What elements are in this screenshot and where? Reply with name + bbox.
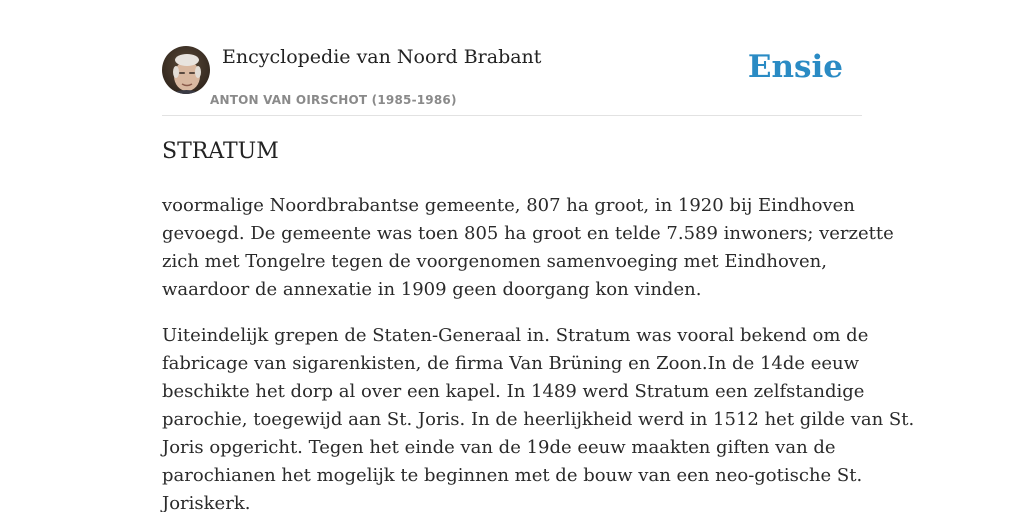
paragraph-line: zich met Tongelre tegen de voorgenomen samenvoeging met Eindhoven, <box>162 251 827 272</box>
paragraph-line: Joris opgericht. Tegen het einde van de 19de eeuw maakten giften van de <box>162 437 836 458</box>
ensie-logo[interactable]: Ensie <box>747 49 843 85</box>
paragraph-2 <box>162 322 915 512</box>
header <box>162 45 862 116</box>
entry-body <box>162 192 915 512</box>
entry-title: STRATUM <box>162 139 279 164</box>
paragraph-line: parochianen het mogelijk te beginnen met de bouw van een neo-gotische St. <box>162 465 863 486</box>
paragraph-line: fabricage van sigarenkisten, de firma Van Brüning en Zoon.In de 14de eeuw <box>162 353 860 374</box>
author-avatar <box>162 46 210 94</box>
paragraph-line: beschikte het dorp al over een kapel. In 1489 werd Stratum een zelfstandige <box>162 381 865 402</box>
encyclopedia-title[interactable]: Encyclopedie van Noord Brabant <box>222 46 542 68</box>
paragraph-line: gevoegd. De gemeente was toen 805 ha groot en telde 7.589 inwoners; verzette <box>162 223 894 244</box>
paragraph-line: Joriskerk. <box>162 493 251 512</box>
paragraph-line: parochie, toegewijd aan St. Joris. In de heerlijkheid werd in 1512 het gilde van St. <box>162 409 915 430</box>
paragraph-line: Uiteindelijk grepen de Staten-Generaal in. Stratum was vooral bekend om de <box>162 325 869 346</box>
author-name[interactable]: ANTON VAN OIRSCHOT (1985-1986) <box>210 93 457 107</box>
paragraph-1 <box>162 192 894 304</box>
paragraph-line: voormalige Noordbrabantse gemeente, 807 ha groot, in 1920 bij Eindhoven <box>162 195 855 216</box>
paragraph-line: waardoor de annexatie in 1909 geen doorgang kon vinden. <box>162 279 702 300</box>
